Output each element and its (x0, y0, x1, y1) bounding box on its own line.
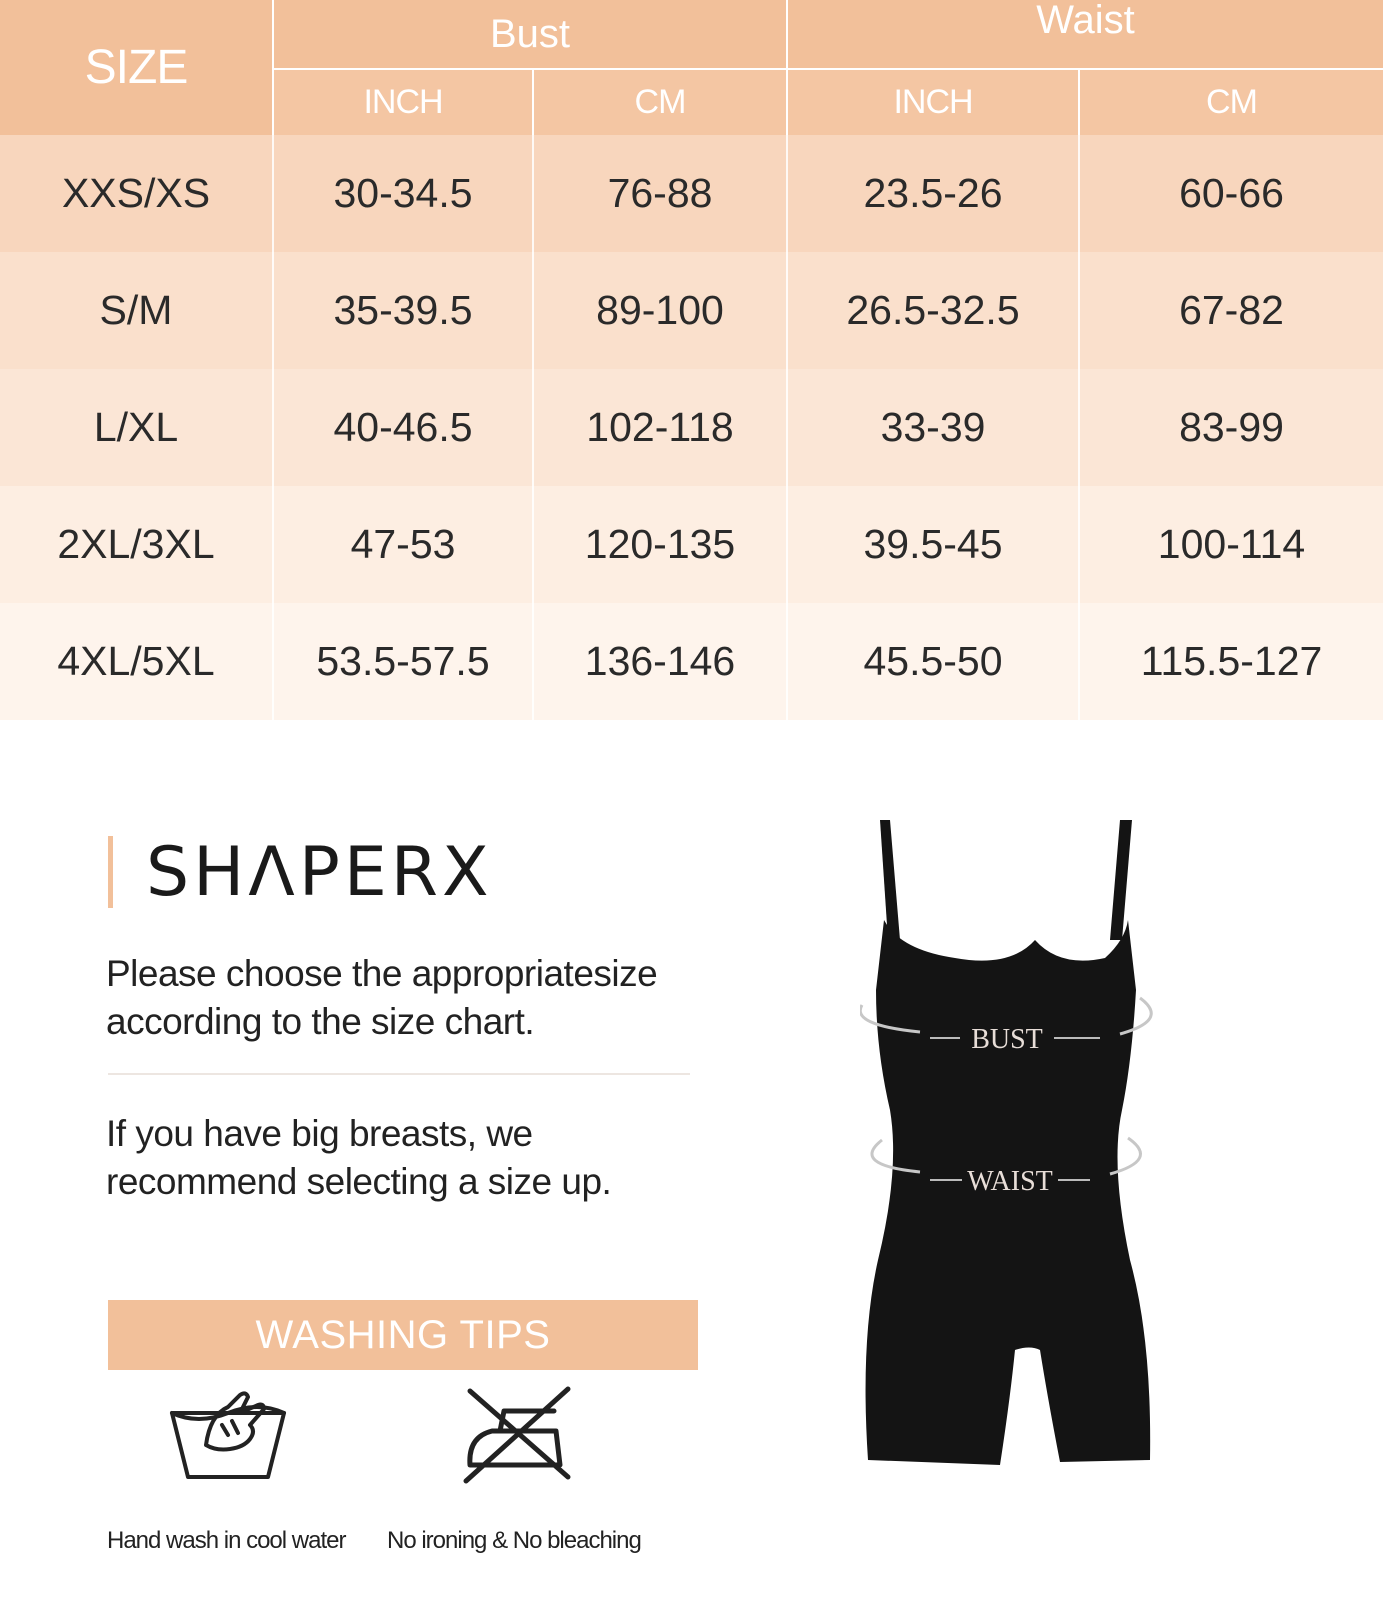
bust-cm-cell: 120-135 (584, 521, 736, 567)
size-advice-text: Please choose the appropriatesize according to the size chart. (106, 953, 658, 1042)
waist-inch-cell: 26.5-32.5 (846, 287, 1020, 333)
waist-cm-cell: 83-99 (1179, 404, 1284, 450)
section-divider (108, 1073, 690, 1075)
table-row (0, 486, 1383, 603)
no-ironing-label: No ironing & No bleaching (387, 1527, 641, 1554)
waist-inch-cell: 23.5-26 (863, 170, 1003, 216)
waist-cm-cell: 115.5-127 (1140, 638, 1323, 684)
size-cell: 4XL/5XL (57, 638, 215, 684)
bust-cm-cell: 76-88 (607, 170, 713, 216)
bust-cm-header: CM (534, 70, 786, 135)
bust-inch-cell: 35-39.5 (333, 287, 473, 333)
size-column-header: SIZE (0, 0, 272, 135)
bust-inch-cell: 30-34.5 (333, 170, 473, 216)
bodysuit-illustration (860, 820, 1200, 1505)
table-row (0, 135, 1383, 252)
size-cell: S/M (99, 287, 173, 333)
waist-cm-header: CM (1080, 70, 1383, 135)
bust-inch-cell: 47-53 (350, 521, 456, 567)
size-cell: L/XL (93, 404, 179, 450)
waist-cm-cell: 60-66 (1179, 170, 1284, 216)
bust-cm-cell: 136-146 (584, 638, 736, 684)
bust-cm-cell: 89-100 (596, 287, 724, 333)
bodysuit-shape (866, 820, 1151, 1465)
waist-inch-header: INCH (788, 70, 1078, 135)
column-divider (532, 68, 534, 720)
table-row (0, 369, 1383, 486)
bust-inch-header: INCH (274, 70, 532, 135)
column-divider (272, 0, 274, 720)
waist-label: WAIST (967, 1166, 1053, 1197)
hand-wash-icon (168, 1385, 290, 1485)
bust-inch-cell: 53.5-57.5 (316, 638, 490, 684)
brand-logo: SHΛPERX (146, 833, 493, 912)
column-divider (1078, 68, 1080, 720)
bust-label: BUST (971, 1024, 1043, 1055)
bust-group-header: Bust (274, 0, 786, 68)
brand-accent-bar (108, 836, 113, 908)
waist-cm-cell: 100-114 (1157, 521, 1306, 567)
no-ironing-icon (456, 1385, 576, 1485)
bust-cm-cell: 102-118 (586, 404, 734, 450)
fit-recommendation-text: If you have big breasts, we recommend selecting a size up. (106, 1113, 612, 1202)
waist-group-header: Waist (788, 0, 1383, 68)
waist-inch-cell: 39.5-45 (863, 521, 1003, 567)
table-row (0, 603, 1383, 720)
waist-inch-cell: 33-39 (880, 404, 986, 450)
hand-wash-label: Hand wash in cool water (107, 1527, 346, 1554)
size-cell: 2XL/3XL (57, 521, 215, 567)
table-row (0, 252, 1383, 369)
size-cell: XXS/XS (61, 170, 211, 216)
size-chart-table (0, 0, 1383, 720)
waist-cm-cell: 67-82 (1179, 287, 1284, 333)
waist-inch-cell: 45.5-50 (863, 638, 1003, 684)
washing-tips-banner: WASHING TIPS (108, 1300, 698, 1370)
bust-inch-cell: 40-46.5 (333, 404, 473, 450)
column-divider (786, 0, 788, 720)
